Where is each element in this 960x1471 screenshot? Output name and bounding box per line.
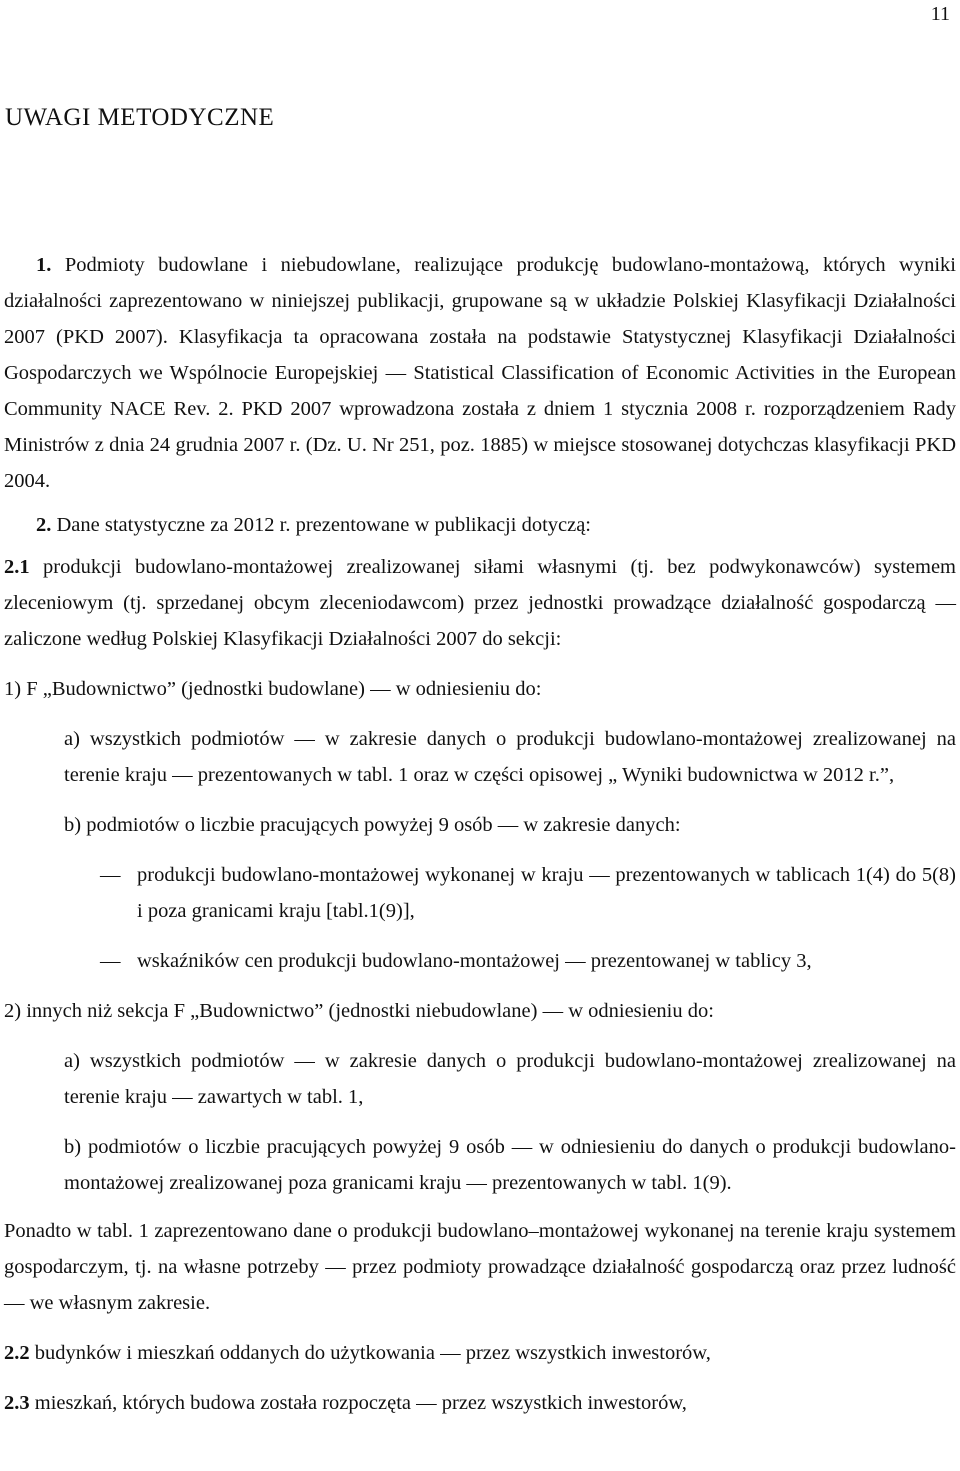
page-title: UWAGI METODYCZNE (5, 104, 275, 131)
paragraph-2-3-text: mieszkań, których budowa została rozpoczęta — przez wszystkich inwestorów, (29, 1392, 687, 1414)
paragraph-2-1-text: produkcji budowlano-montażowej zrealizowanej siłami własnymi (tj. bez podwykonawców) systemem zleceniowym (tj. sprzedanej obcym zleceniodawcom) przez jednostki prowadzące działalność gospodarczą — zaliczone według Polskiej Klasyfikacji Działalności 2007 do sekcji: (4, 556, 956, 650)
list-item-1: 1) F „Budownictwo” (jednostki budowlane) — w odniesieniu do: (4, 678, 542, 700)
paragraph-2-3 (4, 1385, 956, 1421)
dash-item-2 (100, 943, 956, 979)
paragraph-2-2-text: budynków i mieszkań oddanych do użytkowania — przez wszystkich inwestorów, (29, 1342, 711, 1364)
list-item-2b: b) podmiotów o liczbie pracujących powyżej 9 osób — w odniesieniu do danych o produkcji budowlano-montażowej zrealizowanej poza granicami kraju — prezentowanych w tabl. 1(9). (64, 1136, 956, 1194)
paragraph-2-number: 2. (36, 514, 52, 536)
list-item-2a: a) wszystkich podmiotów — w zakresie danych o produkcji budowlano-montażowej zrealizowanej na terenie kraju — zawartych w tabl. 1, (64, 1050, 956, 1108)
list-item-1a: a) wszystkich podmiotów — w zakresie danych o produkcji budowlano-montażowej zrealizowanej na terenie kraju — prezentowanych w tabl. 1 oraz w części opisowej „ Wyniki budownictwa w 2012 r.”, (64, 728, 956, 786)
dash-item-1-mark: — (100, 864, 121, 886)
paragraph-2-1 (4, 549, 956, 657)
paragraph-2-2-number: 2.2 (4, 1342, 30, 1364)
paragraph-2-1-number: 2.1 (4, 556, 30, 578)
paragraph-1-number: 1. (36, 254, 52, 276)
list-item-1b: b) podmiotów o liczbie pracujących powyżej 9 osób — w zakresie danych: (64, 814, 681, 836)
page-number: 11 (930, 3, 950, 25)
paragraph-1-text: Podmioty budowlane i niebudowlane, realizujące produkcję budowlano-montażową, których wyniki działalności zaprezentowano w niniejszej publikacji, grupowane są w układzie Polskiej Klasyfikacji Działalności 2007 (PKD 2007). Klasyfikacja ta opracowana została na podstawie Statystycznej Klasyfikacji Działalności Gospodarczych we Wspólnocie Europejskiej — Statistical Classification of Economic Activities in the European Community NACE Rev. 2. PKD 2007 wprowadzona została z dniem 1 stycznia 2008 r. rozporządzeniem Rady Ministrów z dnia 24 grudnia 2007 r. (Dz. U. Nr 251, poz. 1885) w miejsce stosowanej dotychczas klasyfikacji PKD 2004. (4, 254, 956, 492)
paragraph-2-2 (4, 1335, 956, 1371)
paragraph-2-text: Dane statystyczne za 2012 r. prezentowane w publikacji dotyczą: (51, 514, 592, 536)
dash-item-1 (100, 857, 956, 929)
paragraph-ponadto: Ponadto w tabl. 1 zaprezentowano dane o produkcji budowlano–montażowej wykonanej na terenie kraju systemem gospodarczym, tj. na własne potrzeby — przez podmioty prowadzące działalność gospodarczą oraz przez ludność — we własnym zakresie. (4, 1220, 956, 1314)
list-item-2: 2) innych niż sekcja F „Budownictwo” (jednostki niebudowlane) — w odniesieniu do: (4, 1000, 714, 1022)
paragraph-1 (4, 247, 956, 499)
paragraph-2 (4, 507, 956, 543)
paragraph-2-3-number: 2.3 (4, 1392, 30, 1414)
dash-item-1-text: produkcji budowlano-montażowej wykonanej w kraju — prezentowanych w tablicach 1(4) do 5(8) i poza granicami kraju [tabl.1(9)], (137, 864, 956, 922)
dash-item-2-mark: — (100, 950, 121, 972)
dash-item-2-text: wskaźników cen produkcji budowlano-montażowej — prezentowanej w tablicy 3, (137, 950, 812, 972)
document-body (4, 247, 956, 1421)
